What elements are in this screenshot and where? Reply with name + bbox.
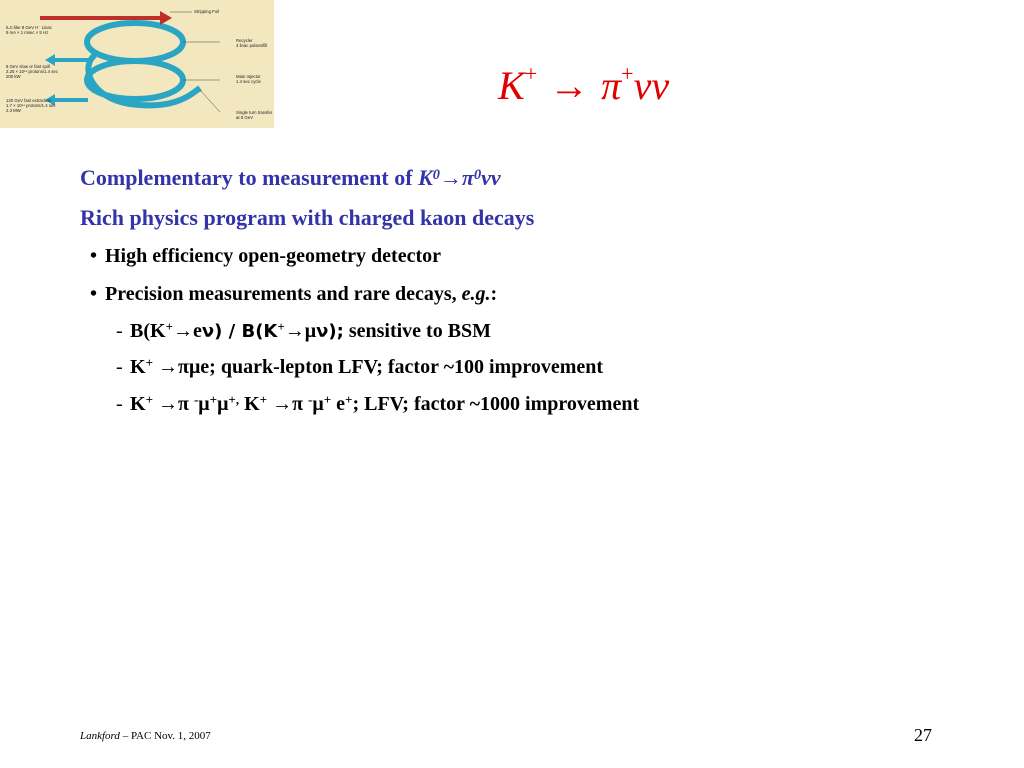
k0-symbol: K [418,165,433,190]
bullet-dot: • [90,245,98,267]
lfv2-part: μ [312,393,324,415]
ratio-part: B(K [130,320,166,342]
sub-sub-bullet-ratio [116,320,491,343]
ratio-nu: ν [201,321,215,342]
thumb-label-fast-extraction: 120 GeV fast extraction 1.7 × 10¹⁴ protons/1.4 sec 2.3 MW [6,98,56,114]
lfv2-part: μ [198,393,210,415]
slide-title [498,62,669,109]
thumb-label-single-turn: Single turn transfer at 8 GeV [236,110,273,121]
title-arrow: → [549,63,590,108]
lfv-sup: + [145,355,153,370]
thumb-label-recycler: Recycler 3 linac pulses/fill [236,38,268,49]
thumb-label-stripping-foil: Stripping Foil [194,9,220,14]
lfv2-part: →π [267,393,309,415]
k0-superscript: 0 [432,167,440,183]
ratio-part: →e [172,320,202,342]
dash-marker: - [116,356,123,378]
title-nunu: νν [633,63,670,108]
lfv2-part: K [130,393,146,415]
lfv2-sup: + [145,392,153,407]
lfv2-sup: - [308,392,313,407]
detector-text: High efficiency open-geometry detector [105,245,441,267]
lfv-part: K [130,356,146,378]
ratio-part: ); [328,321,344,342]
lfv2-sup: + [209,392,218,407]
ratio-part: ) / B(K [214,321,278,342]
lfv2-part: μ [217,393,229,415]
title-pi: π [601,63,622,108]
bullet-line-rich-physics: Rich physics program with charged kaon decays [80,205,535,230]
linac-arrowhead [160,11,172,25]
ratio-nu: ν [316,321,329,342]
lfv2-part: →π [152,393,194,415]
lfv2-sup: +, [228,392,240,407]
colon: : [490,283,498,305]
lfv2-part: ; LFV; factor ~1000 improvement [352,393,640,415]
k0-arrow: → [439,165,462,190]
dash-marker: - [116,320,123,342]
bullet-line-complementary [80,165,501,191]
sub-bullet-detector [90,245,441,268]
lfv2-sup: + [323,392,332,407]
dash-marker: - [116,393,123,415]
lfv2-part: e [331,393,346,415]
nunu-symbol: νν [481,165,501,190]
pointer-line [200,90,220,112]
thumb-label-linac: ILC-like 8 GeV H⁻ Linac 9 mA × 1 msec × 5 Hz [6,25,52,36]
complementary-text: Complementary to measurement of [80,165,419,190]
recycler-ring [87,23,183,61]
eg-text: e.g. [461,283,491,305]
title-k-charge: + [524,61,538,86]
footer-credit [80,730,211,742]
lfv2-sup: + [345,392,353,407]
thumb-label-slow-spill: 8 GeV slow or fast spill 2.25 × 10¹⁴ protons/1.4 sec 200 kW [6,64,58,80]
ratio-sup: + [277,319,285,334]
bullet-dot: • [90,283,98,305]
title-pi-charge: + [621,61,634,86]
footer-event: – PAC Nov. 1, 2007 [119,730,211,742]
sub-sub-bullet-lfv-1000 [116,393,639,416]
ratio-bsm-text: sensitive to BSM [343,320,492,342]
precision-text: Precision measurements and rare decays, [105,283,462,305]
lfv2-sup: - [193,392,199,407]
lfv2-sup: + [259,392,268,407]
page-number: 27 [914,725,932,745]
accelerator-diagram-thumbnail [0,0,274,128]
pi0-symbol: π [461,165,474,190]
ratio-part: →μ [284,320,317,342]
lfv2-part: K [239,393,260,415]
sub-sub-bullet-lfv-100 [116,356,603,379]
ratio-sup: + [165,319,173,334]
sub-bullet-precision [90,283,497,306]
title-k: K [498,63,525,108]
pi0-superscript: 0 [473,167,482,183]
thumb-label-main-injector: Main Injector 1.4 sec cycle [236,74,261,85]
lfv-part: →πμe; quark-lepton LFV; factor ~100 improvement [152,356,604,378]
footer-author: Lankford [80,730,120,742]
